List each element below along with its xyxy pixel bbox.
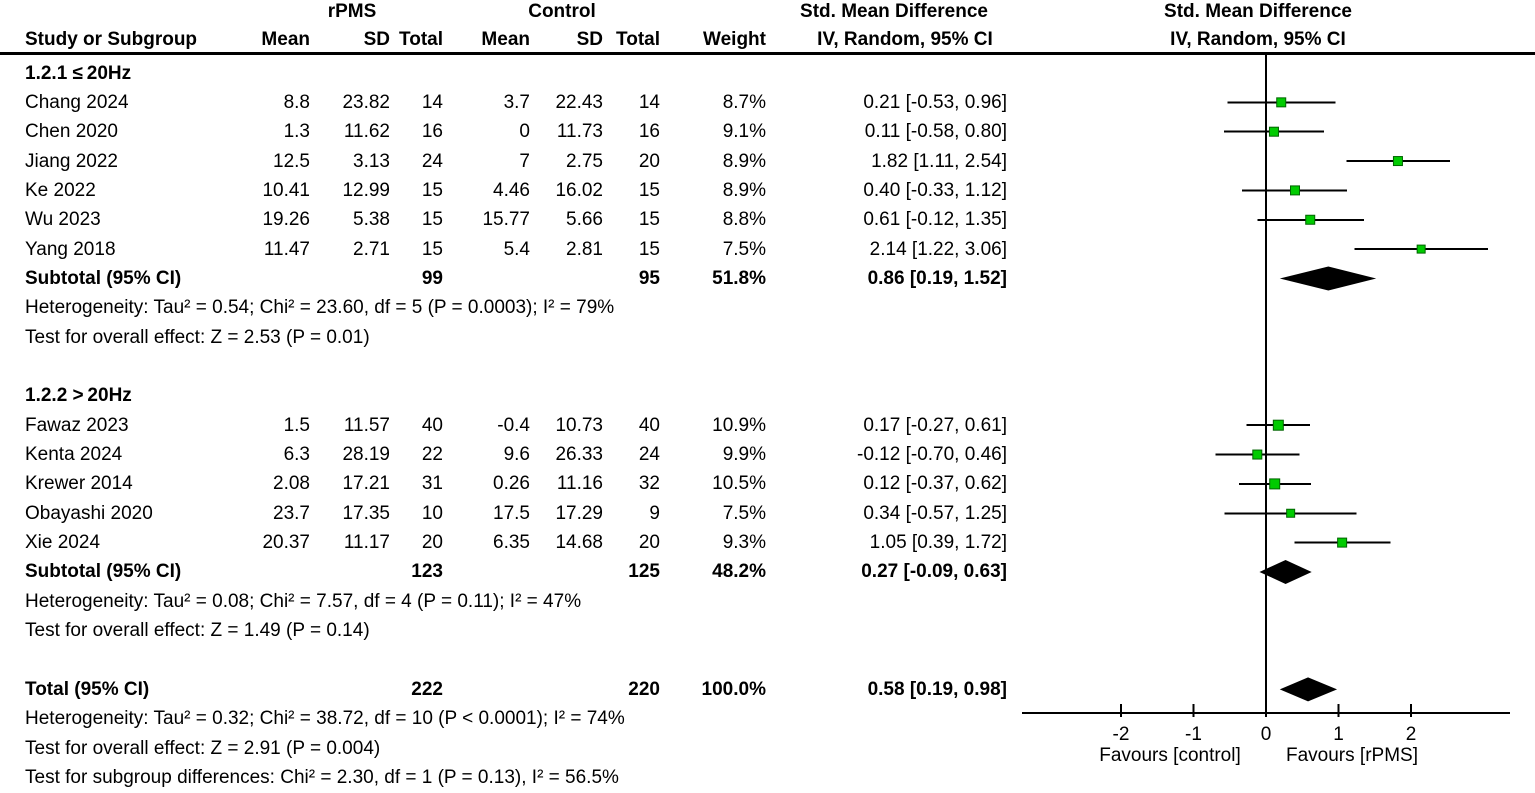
heterogeneity-text: Heterogeneity: Tau² = 0.54; Chi² = 23.60, df = 5 (P = 0.0003); I² = 79%: [25, 297, 615, 319]
cell-ci_text: 0.34 [-0.57, 1.25]: [863, 502, 1007, 524]
cell-weight: 51.8%: [712, 267, 766, 289]
col-header-weight: Weight: [703, 29, 766, 50]
axis-tick-label: 0: [1260, 724, 1272, 745]
heterogeneity-row: [0, 293, 1010, 322]
study-row: [0, 499, 1010, 528]
cell-n_c: 14: [638, 91, 660, 113]
subgroup-label: 1.2.1 ≤ 20Hz: [25, 62, 132, 84]
cell-ci_text: 2.14 [1.22, 3.06]: [869, 238, 1007, 260]
cell-sd_c: 10.73: [555, 414, 603, 436]
cell-n_e: 22: [421, 444, 443, 466]
cell-sd_c: 11.73: [556, 121, 603, 143]
total-label: Total (95% CI): [25, 678, 150, 700]
cell-mean_c: 7: [519, 150, 530, 172]
cell-n_c: 24: [638, 444, 660, 466]
study-name: Krewer 2014: [25, 473, 133, 495]
axis-tick-label: -1: [1185, 724, 1202, 745]
cell-mean_c: 17.5: [493, 502, 530, 524]
cell-n_e: 24: [421, 150, 443, 172]
cell-sd_e: 28.19: [342, 444, 390, 466]
study-name: Fawaz 2023: [25, 414, 129, 436]
study-row: [0, 88, 1010, 117]
overall-effect-row: [0, 616, 1010, 645]
cell-n_e: 123: [411, 561, 443, 583]
cell-ci_text: 0.86 [0.19, 1.52]: [867, 267, 1007, 289]
cell-mean_c: 6.35: [493, 532, 530, 554]
cell-mean_c: 15.77: [482, 209, 530, 231]
col-header-study: Study or Subgroup: [25, 29, 198, 50]
cell-sd_c: 2.81: [566, 238, 603, 260]
axis-tick-label: -2: [1112, 724, 1130, 745]
smd-header-right: Std. Mean Difference: [1164, 1, 1352, 22]
effect-marker: [1270, 479, 1280, 489]
total-diamond: [1280, 677, 1337, 701]
cell-ci_text: 0.11 [-0.58, 0.80]: [864, 121, 1007, 143]
subtotal-diamond: [1259, 560, 1311, 584]
effect-marker: [1306, 215, 1315, 224]
cell-mean_c: 4.46: [493, 179, 530, 201]
subtotal-row: [0, 557, 1010, 586]
cell-n_e: 31: [421, 473, 443, 495]
cell-weight: 8.8%: [722, 209, 766, 231]
header-divider: [0, 52, 1535, 55]
effect-marker: [1277, 98, 1286, 107]
cell-weight: 8.7%: [722, 91, 766, 113]
study-name: Ke 2022: [25, 179, 96, 201]
cell-sd_e: 17.21: [342, 473, 390, 495]
heterogeneity-row: [0, 587, 1010, 616]
column-group-control: Control: [528, 1, 596, 22]
cell-sd_e: 17.35: [342, 502, 390, 524]
study-name: Kenta 2024: [25, 444, 123, 466]
cell-weight: 48.2%: [712, 561, 766, 583]
cell-mean_c: 3.7: [503, 91, 530, 113]
total-heterogeneity-text: Heterogeneity: Tau² = 0.32; Chi² = 38.72, df = 10 (P < 0.0001); I² = 74%: [25, 708, 625, 730]
cell-n_e: 40: [421, 414, 443, 436]
col-header-total-experimental: Total: [399, 29, 443, 50]
cell-weight: 8.9%: [722, 150, 766, 172]
cell-mean_e: 23.7: [273, 502, 310, 524]
cell-n_c: 15: [638, 209, 660, 231]
cell-ci_text: 0.12 [-0.37, 0.62]: [863, 473, 1007, 495]
cell-n_e: 10: [421, 502, 443, 524]
cell-weight: 9.9%: [722, 444, 766, 466]
favours-left-label: Favours [control]: [1099, 745, 1241, 766]
cell-sd_c: 2.75: [566, 150, 603, 172]
cell-n_e: 15: [421, 238, 443, 260]
study-row: [0, 528, 1010, 557]
footer-row: [0, 704, 1010, 733]
cell-mean_e: 12.5: [273, 150, 310, 172]
cell-sd_e: 11.17: [343, 532, 390, 554]
study-row: [0, 147, 1010, 176]
cell-n_c: 32: [638, 473, 660, 495]
study-row: [0, 235, 1010, 264]
cell-n_e: 222: [411, 678, 443, 700]
study-row: [0, 411, 1010, 440]
cell-sd_c: 5.66: [566, 209, 603, 231]
study-name: Wu 2023: [25, 209, 101, 231]
col-header-mean-experimental: Mean: [261, 29, 310, 50]
cell-ci_text: 1.05 [0.39, 1.72]: [869, 532, 1007, 554]
effect-marker: [1291, 186, 1300, 195]
effect-marker: [1393, 157, 1402, 166]
cell-mean_e: 10.41: [262, 179, 310, 201]
column-group-experimental: rPMS: [327, 1, 377, 22]
cell-weight: 8.9%: [722, 179, 766, 201]
study-row: [0, 205, 1010, 234]
footer-row: [0, 734, 1010, 763]
cell-mean_c: 5.4: [503, 238, 530, 260]
subtotal-diamond: [1280, 266, 1376, 290]
col-header-ci-right: IV, Random, 95% CI: [1170, 29, 1346, 50]
cell-mean_e: 1.3: [283, 121, 310, 143]
cell-mean_e: 1.5: [283, 414, 310, 436]
cell-ci_text: 0.40 [-0.33, 1.12]: [863, 179, 1007, 201]
cell-sd_c: 11.16: [556, 473, 603, 495]
study-name: Yang 2018: [25, 238, 116, 260]
col-header-total-control: Total: [616, 29, 660, 50]
cell-ci_text: 1.82 [1.11, 2.54]: [871, 150, 1007, 172]
total-row: [0, 675, 1010, 704]
cell-weight: 10.9%: [712, 414, 766, 436]
cell-sd_e: 23.82: [342, 91, 390, 113]
cell-mean_c: -0.4: [497, 414, 530, 436]
effect-marker: [1338, 538, 1347, 547]
cell-ci_text: 0.27 [-0.09, 0.63]: [861, 561, 1007, 583]
effect-marker: [1273, 420, 1283, 430]
smd-header-left: Std. Mean Difference: [800, 1, 988, 22]
cell-weight: 7.5%: [722, 502, 766, 524]
cell-n_c: 40: [638, 414, 660, 436]
study-name: Xie 2024: [25, 532, 101, 554]
cell-n_c: 95: [638, 267, 660, 289]
col-header-sd-control: SD: [576, 29, 603, 50]
cell-sd_e: 5.38: [353, 209, 390, 231]
effect-marker: [1287, 509, 1295, 517]
cell-sd_e: 3.13: [353, 150, 390, 172]
cell-n_c: 220: [628, 678, 660, 700]
cell-n_c: 16: [638, 121, 660, 143]
total-overall-effect-text: Test for overall effect: Z = 2.91 (P = 0.004): [25, 737, 381, 759]
study-name: Chen 2020: [25, 121, 118, 143]
study-row: [0, 176, 1010, 205]
subgroup-label-row: [0, 59, 1010, 88]
subgroup-differences-text: Test for subgroup differences: Chi² = 2.30, df = 1 (P = 0.13), I² = 56.5%: [25, 766, 619, 788]
cell-n_e: 15: [421, 179, 443, 201]
cell-sd_c: 22.43: [555, 91, 603, 113]
subgroup-label-row: [0, 381, 1010, 410]
cell-sd_e: 11.62: [343, 121, 390, 143]
cell-mean_c: 0.26: [493, 473, 530, 495]
cell-ci_text: 0.21 [-0.53, 0.96]: [863, 91, 1007, 113]
cell-weight: 10.5%: [712, 473, 766, 495]
cell-weight: 7.5%: [722, 238, 766, 260]
favours-right-label: Favours [rPMS]: [1286, 745, 1418, 766]
cell-mean_c: 0: [519, 121, 530, 143]
effect-marker: [1269, 127, 1278, 136]
subtotal-label: Subtotal (95% CI): [25, 267, 182, 289]
subtotal-label: Subtotal (95% CI): [25, 561, 182, 583]
cell-sd_c: 14.68: [555, 532, 603, 554]
cell-n_c: 15: [638, 238, 660, 260]
cell-mean_e: 19.26: [262, 209, 310, 231]
cell-n_c: 20: [638, 532, 660, 554]
cell-n_e: 20: [421, 532, 443, 554]
cell-n_c: 125: [628, 561, 660, 583]
cell-ci_text: 0.58 [0.19, 0.98]: [867, 678, 1007, 700]
cell-n_c: 20: [638, 150, 660, 172]
cell-sd_c: 16.02: [555, 179, 603, 201]
study-row: [0, 440, 1010, 469]
axis-tick-label: 1: [1333, 724, 1344, 745]
cell-ci_text: 0.17 [-0.27, 0.61]: [863, 414, 1007, 436]
cell-n_e: 99: [421, 267, 443, 289]
cell-sd_e: 11.57: [343, 414, 390, 436]
col-header-sd-experimental: SD: [363, 29, 390, 50]
study-name: Obayashi 2020: [25, 502, 153, 524]
study-name: Jiang 2022: [25, 150, 118, 172]
cell-ci_text: -0.12 [-0.70, 0.46]: [857, 444, 1007, 466]
cell-mean_e: 6.3: [283, 444, 310, 466]
cell-mean_e: 8.8: [283, 91, 310, 113]
cell-mean_e: 20.37: [262, 532, 310, 554]
subgroup-label: 1.2.2 > 20Hz: [25, 385, 132, 407]
cell-n_e: 14: [421, 91, 443, 113]
cell-weight: 9.1%: [722, 121, 766, 143]
cell-mean_e: 2.08: [273, 473, 310, 495]
cell-sd_e: 12.99: [342, 179, 390, 201]
subtotal-row: [0, 264, 1010, 293]
cell-ci_text: 0.61 [-0.12, 1.35]: [863, 209, 1007, 231]
cell-sd_c: 17.29: [555, 502, 603, 524]
cell-n_c: 15: [638, 179, 660, 201]
overall-effect-text: Test for overall effect: Z = 2.53 (P = 0.01): [25, 326, 370, 348]
cell-n_e: 16: [421, 121, 443, 143]
cell-n_e: 15: [421, 209, 443, 231]
heterogeneity-text: Heterogeneity: Tau² = 0.08; Chi² = 7.57, df = 4 (P = 0.11); I² = 47%: [25, 590, 582, 612]
col-header-ci-left: IV, Random, 95% CI: [817, 29, 993, 50]
overall-effect-text: Test for overall effect: Z = 1.49 (P = 0.14): [25, 620, 370, 642]
effect-marker: [1253, 450, 1262, 459]
cell-sd_e: 2.71: [353, 238, 390, 260]
cell-n_c: 9: [649, 502, 660, 524]
col-header-mean-control: Mean: [481, 29, 530, 50]
study-name: Chang 2024: [25, 91, 129, 113]
cell-mean_c: 9.6: [503, 444, 530, 466]
footer-row: [0, 763, 1010, 792]
overall-effect-row: [0, 323, 1010, 352]
effect-marker: [1417, 245, 1425, 253]
cell-weight: 9.3%: [722, 532, 766, 554]
cell-sd_c: 26.33: [555, 444, 603, 466]
study-row: [0, 117, 1010, 146]
axis-tick-label: 2: [1405, 724, 1417, 745]
study-row: [0, 469, 1010, 498]
cell-mean_e: 11.47: [263, 238, 310, 260]
cell-weight: 100.0%: [701, 678, 766, 700]
